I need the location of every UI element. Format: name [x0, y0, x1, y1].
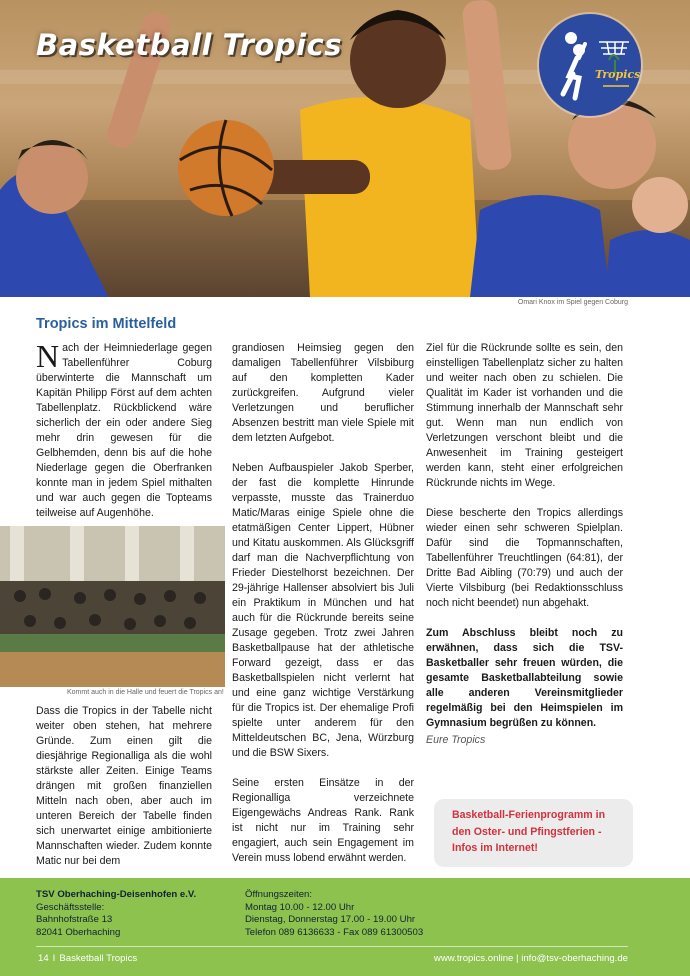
- article-paragraph: Neben Aufbauspieler Jakob Sperber, der fast die komplette Hinrunde verpasste, musste das Trainerduo Matic/Maras einige Spiele ohne die etatmäßigen Center Lippert, Hübner und Kitatu auskommen. Als Glücksgriff darf man die Nachverpflichtung von Frieder Diestelhorst bezeichnen. Der 29-jährige Hallenser absolviert bis Juli ein Praktikum in München und hat auch für die Rückrunde bereits seine Zusage gegeben. Trotz zwei Jahren Basketballpause hat der athletische Forward gezeigt, dass er das Basketballspielen nicht verlernt hat und eine ganz wichtige Verstärkung für die Tropics ist. Der ehemalige Profi spielte unter anderem für den Mitteldeutschen BC, Jena, Würzburg und die BSW Sixers.: [232, 462, 414, 759]
- logo-text: Tropics: [595, 68, 641, 81]
- tropics-logo: [539, 14, 641, 116]
- drop-cap: N: [36, 338, 60, 374]
- footer-hours: [245, 889, 423, 939]
- promo-line: Infos im Internet!: [452, 842, 538, 854]
- signature: Eure Tropics: [426, 734, 486, 746]
- separator: I: [52, 953, 56, 964]
- hours-tue-thu: Dienstag, Donnerstag 17.00 - 19.00 Uhr: [245, 914, 416, 925]
- basketball-player-icon: [539, 14, 641, 116]
- street: Bahnhofstraße 13: [36, 914, 113, 925]
- promo-box: [434, 799, 633, 867]
- promo-line: Basketball-Ferienprogramm in: [452, 809, 606, 821]
- article-paragraph: Seine ersten Einsätze in der Regionalliga verzeichnete Eigengewächs Andreas Rank. Rank ist nicht nur im Training sehr engagiert, auch sein Engagement im Verein muss lobend erwähnt werden.: [232, 777, 414, 864]
- image-caption: Kommt auch in die Halle und feuert die Tropics an!: [67, 689, 224, 696]
- article-column-1: [36, 338, 212, 536]
- page-number: 14: [38, 953, 49, 964]
- phone-fax: Telefon 089 6136633 - Fax 089 61300503: [245, 926, 424, 938]
- article-paragraph: Ziel für die Rückrunde sollte es sein, den einstelligen Tabellenplatz sicher zu halten und weiter nach oben zu schielen. Die Qualität im Kader ist vorhanden und die Stimmung innerhalb der Mannschaft sehr gut. Wenn man nun endlich von Verletzungen verschont bleibt und die Anwesenheit im Training gesteigert werden kann, steht einer erfolgreichen Rückrunde nichts im Wege.: [426, 342, 623, 489]
- hero-photo: [0, 0, 690, 297]
- hours-monday: Montag 10.00 - 12.00 Uhr: [245, 901, 355, 913]
- article-paragraph: Dass die Tropics in der Tabelle nicht weiter oben stehen, hat mehrere Gründe. Zum einen gilt die diesjährige Regionalliga als die wohl stärkste aller Zeiten. Einige Teams drängen mit großen finanziellen Mitteln nach oben, aber auch im unteren Bereich der Tabelle finden sich unerwartet einige ambitionierte Mannschaften wieder. Zudem konnte Matic nur bei dem: [36, 705, 212, 867]
- article-column-2: [232, 341, 414, 881]
- page-label: [36, 953, 139, 964]
- footer-bar: [36, 946, 628, 971]
- article-column-1-continued: [36, 704, 212, 884]
- footer: [0, 878, 690, 976]
- promo-line: den Oster- und Pfingstferien -: [452, 825, 602, 838]
- closing-paragraph: Zum Abschluss bleibt noch zu erwähnen, dass sich die TSV-Basketballer sehr freuen würden, die gesamte Basketballabteilung sowie alle anderen Vereinsmitglieder regelmäßig bei den Heimspielen im Gymnasium begrüßen zu können.: [426, 627, 623, 729]
- office-label: Geschäftsstelle:: [36, 901, 105, 913]
- hero-caption: Omari Knox im Spiel gegen Coburg: [517, 299, 628, 306]
- article-title: Tropics im Mittelfeld: [36, 316, 177, 332]
- paragraph-text: ach der Heimniederlage gegen Tabellenführer Coburg überwinterte die Mannschaft um Kapitän Philipp Först auf dem achten Tabellenplatz. Rückblickend wäre sicherlich der ein oder andere Sieg mehr drin gewesen für die Gelbhemden, denn bis auf die hohe Niederlage gegen die Oberfranken konnte man in jedem Spiel mithalten und war auch gegen die Topteams teilweise auf Augenhöhe.: [36, 342, 212, 519]
- city: 82041 Oberhaching: [36, 926, 121, 938]
- contact-links[interactable]: www.tropics.online | info@tsv-oberhaching.de: [433, 953, 628, 964]
- hours-label: Öffnungszeiten:: [245, 889, 313, 900]
- organization-name: TSV Oberhaching-Deisenhofen e.V.: [36, 889, 197, 900]
- crowd-photo: [0, 526, 225, 687]
- article-paragraph: Diese bescherte den Tropics allerdings wieder einen sehr schweren Spielplan. Dafür sind die Topmannschaften, Tabellenführer Treuchtlingen (64:81), der Dritte Bad Aibling (70:79) und auch der Vierte Vilsbiburg (bei Redaktionsschluss noch nicht beendet) nun abgehakt.: [426, 507, 623, 609]
- section-name: Basketball Tropics: [59, 953, 138, 964]
- footer-address: [36, 889, 196, 939]
- article-column-3: [426, 341, 623, 763]
- article-paragraph: [36, 338, 212, 521]
- hero-title: Basketball Tropics: [36, 28, 342, 62]
- crowd-illustration: [0, 526, 225, 687]
- article-paragraph: grandiosen Heimsieg gegen den damaligen Tabellenführer Vilsbiburg auf den kompletten Kader zurückgreifen. Aufgrund vieler Verletzungen und beruflicher Absenzen bestritt man viele Spiele mit dem letzten Aufgebot.: [232, 342, 414, 444]
